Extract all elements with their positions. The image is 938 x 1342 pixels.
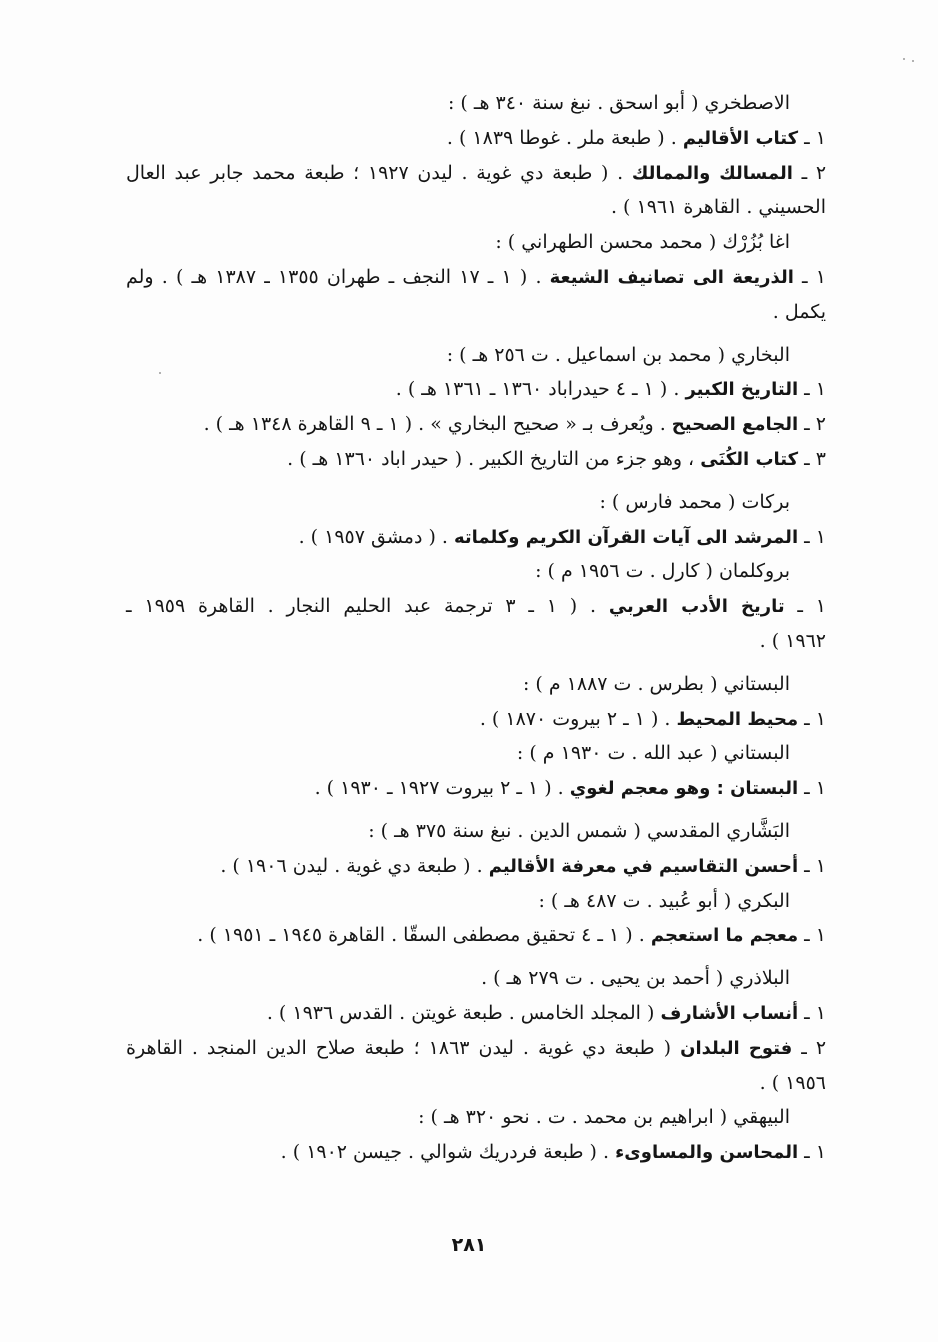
entry-title: أحسن التقاسيم في معرفة الأقاليم xyxy=(488,855,799,877)
page-number: ٢٨١ xyxy=(451,1234,487,1256)
entry-title: المحاسن والمساوىء xyxy=(615,1142,799,1164)
entry-title: الذريعة الى تصانيف الشيعة xyxy=(549,266,794,288)
author-heading: بروكلمان ( كارل . ت ١٩٥٦ م ) : xyxy=(535,560,790,583)
entry-number: ١ ـ xyxy=(804,924,826,947)
author-heading: اغا بُزُرْك ( محمد محسن الطهراني ) : xyxy=(495,231,790,254)
author-heading: بركات ( محمد فارس ) : xyxy=(599,490,790,513)
bibliography-entry xyxy=(126,407,826,442)
bibliography-entry xyxy=(126,156,826,191)
scan-speck xyxy=(903,58,905,60)
entry-title: التاريخ الكبير xyxy=(685,379,799,401)
entry-details: ( المجلد الخامس . طبعة غويتن . القدس ١٩٣٦ ) . xyxy=(266,1001,661,1024)
author-heading: البَشَّاري المقدسي ( شمس الدين . نبغ سنة ٣٧٥ هـ ) : xyxy=(368,819,790,842)
entry-details: . ويُعرف بـ « صحيح البخاري » . ( ١ ـ ٩ القاهرة ١٣٤٨ هـ ) . xyxy=(203,413,672,436)
entry-number: ١ ـ xyxy=(804,1001,826,1024)
author-heading: البيهقي ( ابراهيم بن محمد . ت . نحو ٣٢٠ هـ ) : xyxy=(418,1106,790,1129)
bibliography-entry xyxy=(126,372,826,407)
entry-number: ٢ ـ xyxy=(804,413,826,436)
entry-details: . ( ١ ـ ١٧ النجف ـ طهران ١٣٥٥ ـ ١٣٨٧ هـ ) . ولم xyxy=(126,265,550,288)
author-heading: البخاري ( محمد بن اسماعيل . ت ٢٥٦ هـ ) : xyxy=(446,343,790,366)
entry-details: ، وهو جزء من التاريخ الكبير . ( حيدر اباد ١٣٦٠ هـ ) . xyxy=(287,447,701,470)
entry-details: . ( ١ ـ ٣ ترجمة عبد الحليم النجار . القاهرة ١٩٥٩ ـ xyxy=(126,595,609,618)
entry-number: ١ ـ xyxy=(804,525,826,548)
bibliography-body xyxy=(126,86,826,1170)
author-heading: البستاني ( بطرس . ت ١٨٨٧ م ) : xyxy=(522,672,790,695)
entry-details: . ( ١ ـ ٢ بيروت ١٨٧٠ ) . xyxy=(479,707,677,730)
bibliography-entry xyxy=(126,702,826,737)
entry-continuation: يكمل . xyxy=(772,300,826,323)
entry-title: كتاب الكُنَى xyxy=(700,448,799,470)
bibliography-entry xyxy=(126,260,826,295)
bibliography-entry xyxy=(126,849,826,884)
entry-details: . ( ١ ـ ٢ بيروت ١٩٢٧ ـ ١٩٣٠ ) . xyxy=(314,777,570,800)
entry-number: ١ ـ xyxy=(797,595,826,618)
entry-details: ( طبعة دي غوية . ليدن ١٨٦٣ ؛ طبعة صلاح الدين المنجد . القاهرة xyxy=(126,1036,681,1059)
bibliography-entry xyxy=(126,520,826,555)
entry-number: ١ ـ xyxy=(802,265,826,288)
bibliography-entry xyxy=(126,589,826,624)
bibliography-entry xyxy=(126,918,826,953)
entry-details: . ( طبعة ملر . غوطا ١٨٣٩ ) . xyxy=(446,126,683,149)
entry-title: تاريخ الأدب العربي xyxy=(608,596,785,618)
entry-number: ٢ ـ xyxy=(801,1036,827,1059)
entry-title: المسالك والممالك xyxy=(631,162,793,184)
entry-number: ١ ـ xyxy=(804,378,826,401)
entry-title: كتاب الأقاليم xyxy=(682,127,799,149)
bibliography-entry xyxy=(126,442,826,477)
entry-number: ١ ـ xyxy=(804,707,826,730)
entry-details: . ( طبعة دي غوية . ليدن ١٩٢٧ ؛ طبعة محمد جابر عبد العال xyxy=(126,161,632,184)
entry-details: . ( ١ ـ ٤ حيدراباد ١٣٦٠ ـ ١٣٦١ هـ ) . xyxy=(395,378,686,401)
entry-number: ١ ـ xyxy=(804,777,826,800)
entry-number: ١ ـ xyxy=(804,854,826,877)
bibliography-entry xyxy=(126,1031,826,1066)
entry-details: . ( ١ ـ ٤ تحقيق مصطفى السقّا . القاهرة ١٩٤٥ ـ ١٩٥١ ) . xyxy=(197,924,651,947)
entry-details: . ( دمشق ١٩٥٧ ) . xyxy=(298,525,454,548)
entry-number: ١ ـ xyxy=(804,126,826,149)
entry-number: ١ ـ xyxy=(804,1141,826,1164)
scan-speck xyxy=(912,60,914,62)
author-heading: البلاذري ( أحمد بن يحيى . ت ٢٧٩ هـ ) . xyxy=(481,967,790,990)
author-heading: البستاني ( عبد الله . ت ١٩٣٠ م ) : xyxy=(516,742,790,765)
entry-title: أنساب الأشارف xyxy=(660,1002,799,1024)
entry-title: فتوح البلدان xyxy=(680,1037,793,1059)
author-heading: البكري ( أبو عُبيد . ت ٤٨٧ هـ ) : xyxy=(538,889,790,912)
bibliography-entry xyxy=(126,121,826,156)
entry-number: ٣ ـ xyxy=(804,447,826,470)
entry-title: المرشد الى آيات القرآن الكريم وكلماته xyxy=(453,526,799,548)
entry-continuation: ١٩٥٦ ) . xyxy=(759,1071,826,1094)
author-heading: الاصطخري ( أبو اسحق . نبغ سنة ٣٤٠ هـ ) : xyxy=(447,92,790,114)
entry-title: محيط المحيط xyxy=(676,708,799,730)
entry-continuation: ١٩٦٢ ) . xyxy=(759,629,826,652)
entry-title: البستان : وهو معجم لغوي xyxy=(569,778,799,800)
entry-details: . ( طبعة دي غوية . ليدن ١٩٠٦ ) . xyxy=(220,854,489,877)
entry-continuation: الحسيني . القاهرة ١٩٦١ ) . xyxy=(610,196,826,219)
entry-details: . ( طبعة فردريك شوالي . جيسن ١٩٠٢ ) . xyxy=(280,1141,616,1164)
bibliography-entry xyxy=(126,1135,826,1170)
entry-title: معجم ما استعجم xyxy=(650,925,799,947)
entry-title: الجامع الصحيح xyxy=(671,414,799,436)
entry-number: ٢ ـ xyxy=(801,161,827,184)
bibliography-entry xyxy=(126,996,826,1031)
bibliography-entry xyxy=(126,771,826,806)
